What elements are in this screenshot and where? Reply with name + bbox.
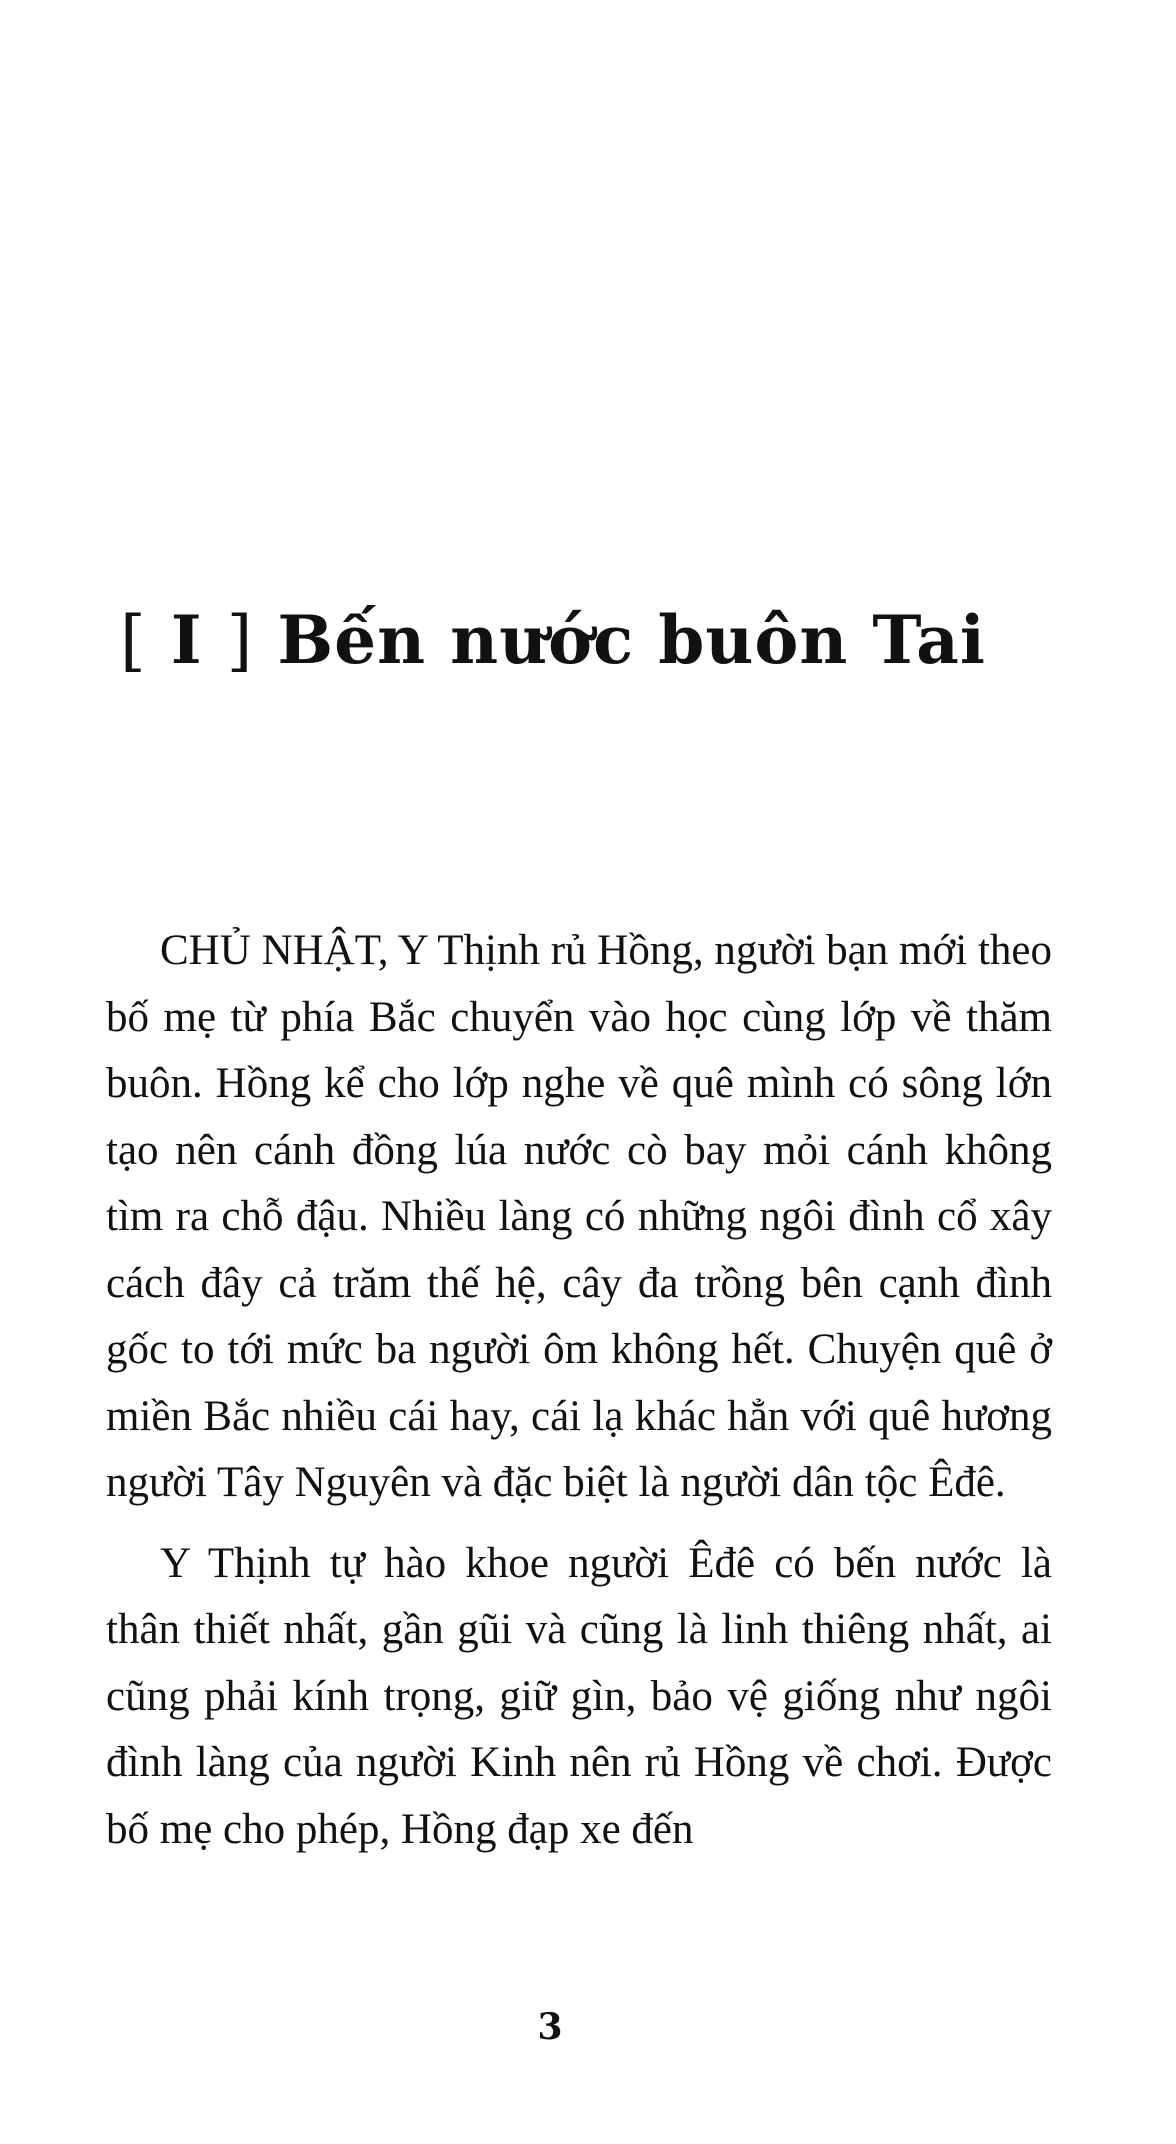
chapter-title (120, 600, 1080, 681)
page-number: 3 (537, 2006, 563, 2048)
chapter-bracket-close: ] (226, 602, 254, 679)
chapter-numeral: I (170, 601, 203, 679)
chapter-bracket-open: [ (120, 602, 147, 679)
chapter-title-text: Bến nước buôn Tai (277, 601, 986, 679)
paragraph-1: CHỦ NHẬT, Y Thịnh rủ Hồng, người bạn mới theo bố mẹ từ phía Bắc chuyển vào học cùng lớp về thăm buôn. Hồng kể cho lớp nghe về quê mình có sông lớn tạo nên cánh đồng lúa nước cò bay mỏi cánh không tìm ra chỗ đậu. Nhiều làng có những ngôi đình cổ xây cách đây cả trăm thế hệ, cây đa trồng bên cạnh đình gốc to tới mức ba người ôm không hết. Chuyện quê ở miền Bắc nhiều cái hay, cái lạ khác hẳn với quê hương người Tây Nguyên và đặc biệt là người dân tộc Êđê. (106, 927, 1052, 1506)
body-text (106, 918, 1052, 1863)
paragraph-2: Y Thịnh tự hào khoe người Êđê có bến nước là thân thiết nhất, gần gũi và cũng là linh thiêng nhất, ai cũng phải kính trọng, giữ gìn, bảo vệ giống như ngôi đình làng của người Kinh nên rủ Hồng về chơi. Được bố mẹ cho phép, Hồng đạp xe đến (106, 1539, 1052, 1853)
